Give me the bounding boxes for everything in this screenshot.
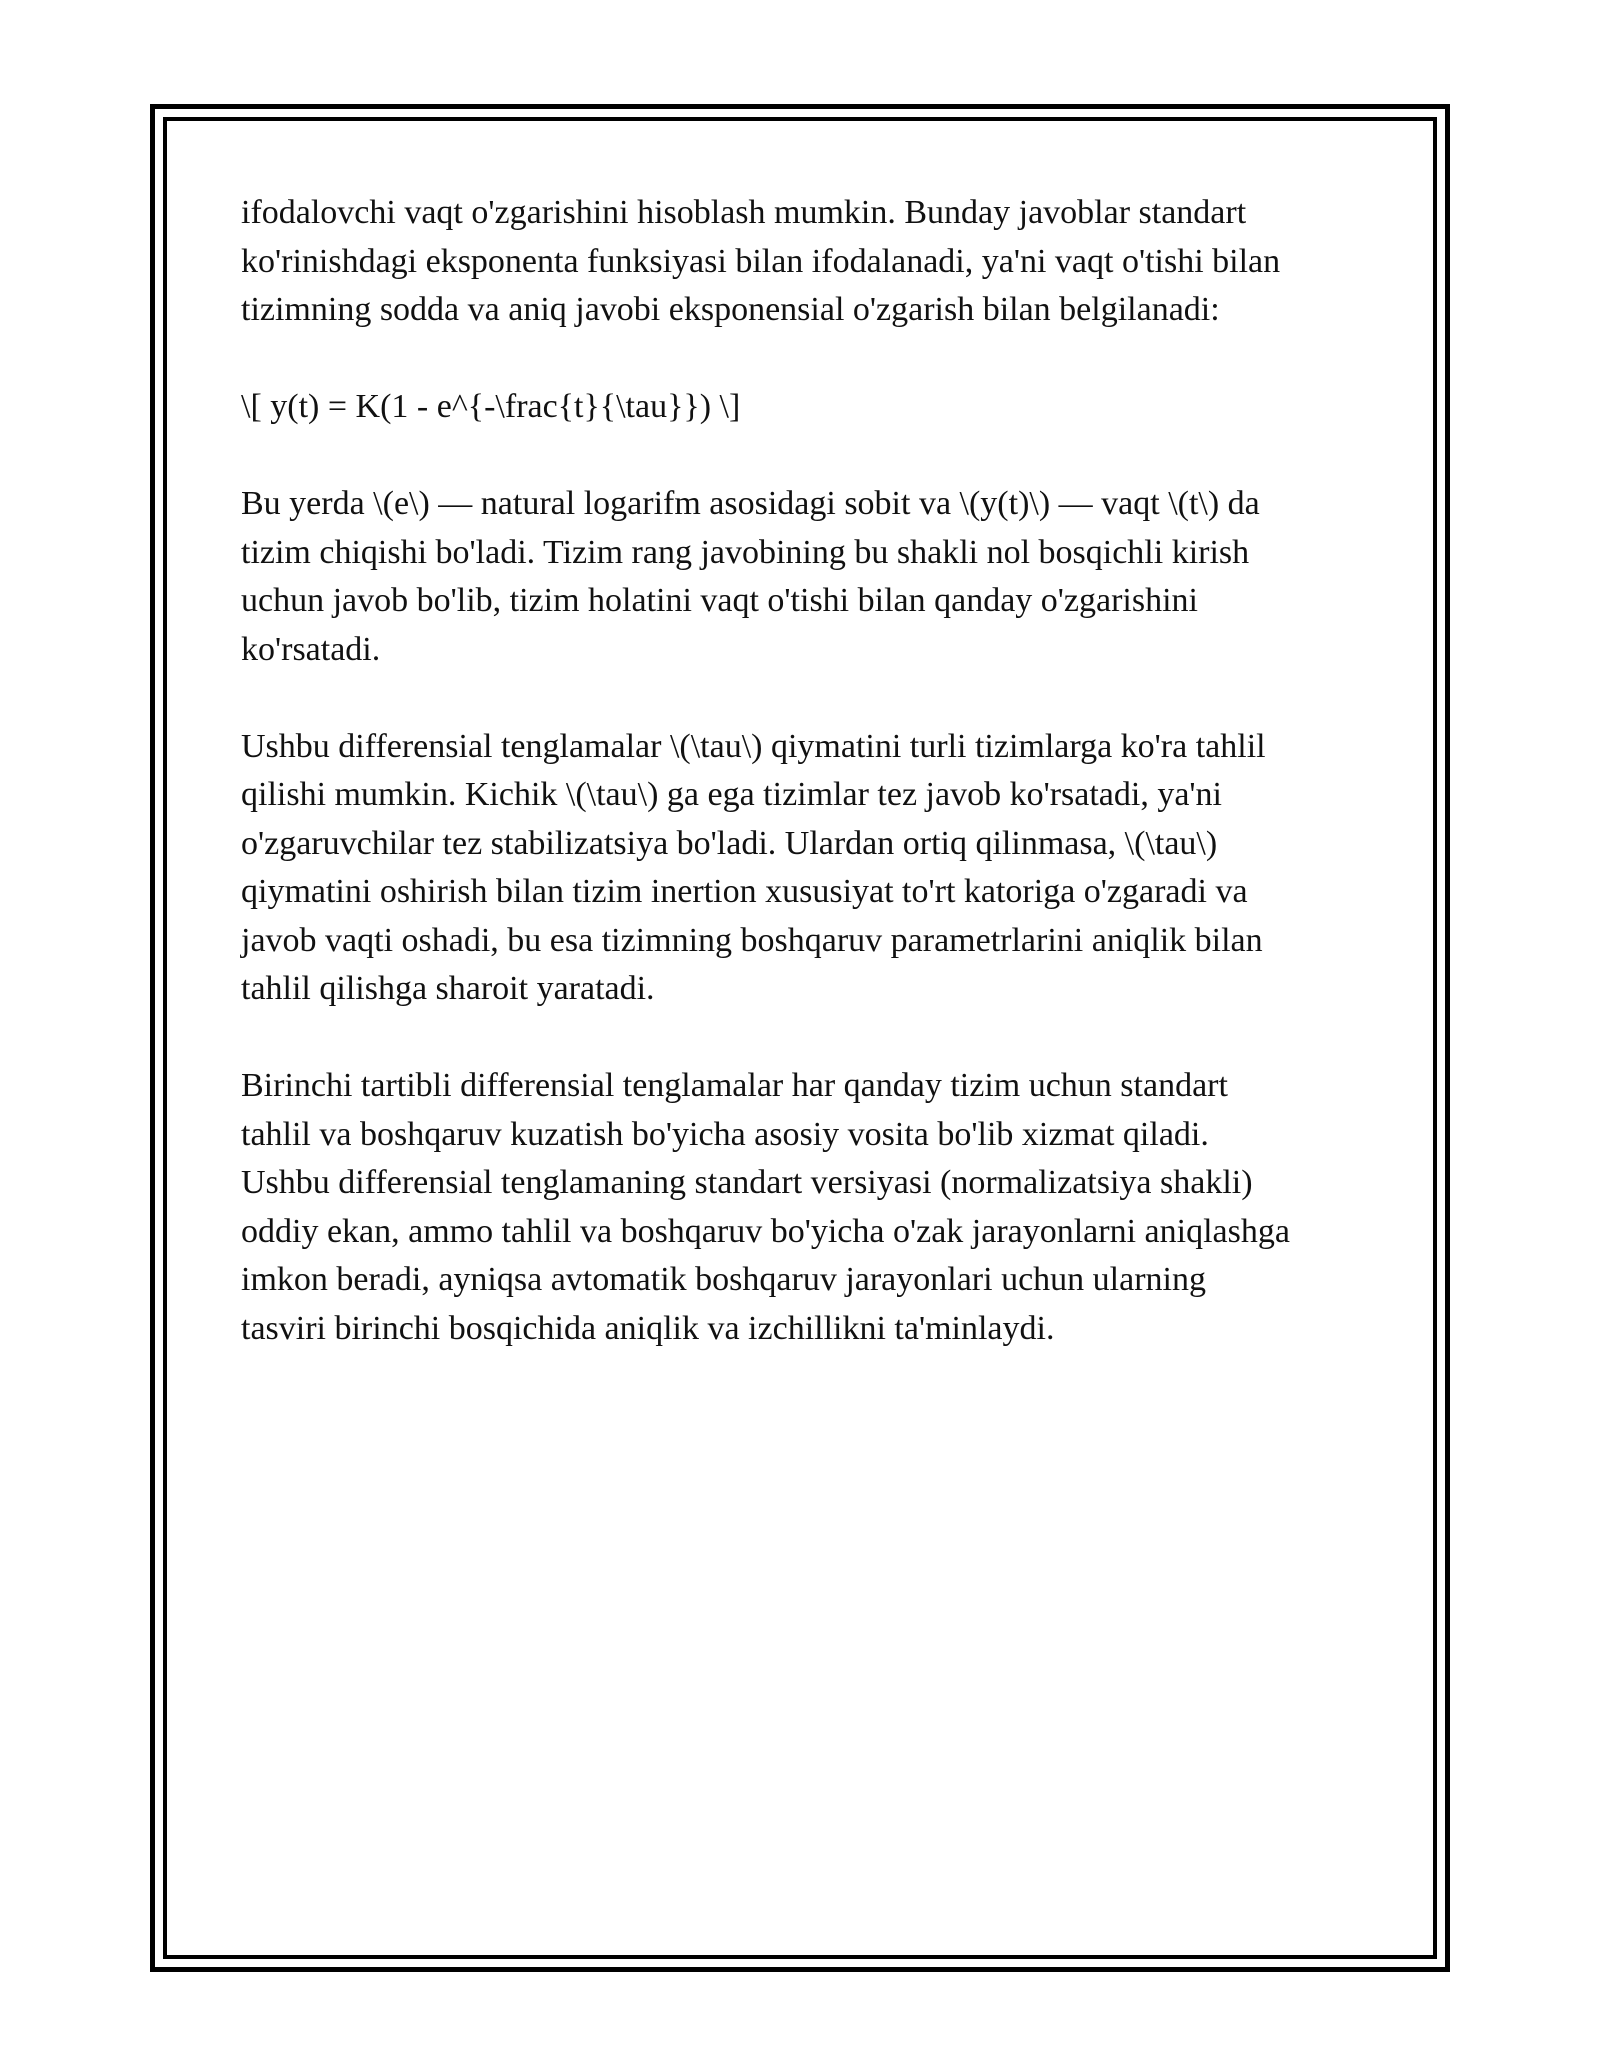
page-border-outer <box>150 104 1450 1972</box>
paragraph-conclusion: Birinchi tartibli differensial tenglamalar har qanday tizim uchun standart tahlil va boshqaruv kuzatish bo'yicha asosiy vosita bo'lib xizmat qiladi. Ushbu differensial tenglamaning standart versiyasi (normalizatsiya shakli) oddiy ekan, ammo tahlil va boshqaruv bo'yicha o'zak jarayonlarni aniqlashga imkon beradi, ayniqsa avtomatik boshqaruv jarayonlari uchun ularning tasviri birinchi bosqichida aniqlik va izchillikni ta'minlaydi. <box>241 1067 1290 1347</box>
paragraph-explanation: Bu yerda \(e\) — natural logarifm asosidagi sobit va \(y(t)\) — vaqt \(t\) da tizim chiqishi bo'ladi. Tizim rang javobining bu shakli nol bosqichli kirish uchun javob bo'lib, tizim holatini vaqt o'tishi bilan qanday o'zgarishini ko'rsatadi. <box>241 485 1260 668</box>
paragraph-tau-analysis: Ushbu differensial tenglamalar \(\tau\) qiymatini turli tizimlarga ko'ra tahlil qilishi mumkin. Kichik \(\tau\) ga ega tizimlar tez javob ko'rsatadi, ya'ni o'zgaruvchilar tez stabilizatsiya bo'ladi. Ulardan ortiq qilinmasa, \(\tau\) qiymatini oshirish bilan tizim inertion xususiyat to'rt katoriga o'zgaradi va javob vaqti oshadi, bu esa tizimning boshqaruv parametrlarini aniqlik bilan tahlil qilishga sharoit yaratadi. <box>241 727 1266 1007</box>
equation-step-response: \[ y(t) = K(1 - e^{-\frac{t}{\tau}}) \] <box>241 388 741 425</box>
document-body <box>241 189 1381 1402</box>
paragraph-intro: ifodalovchi vaqt o'zgarishini hisoblash mumkin. Bunday javoblar standart ko'rinishdagi eksponenta funksiyasi bilan ifodalanadi, ya'ni vaqt o'tishi bilan tizimning sodda va aniq javobi eksponensial o'zgarish bilan belgilanadi: <box>241 194 1281 328</box>
